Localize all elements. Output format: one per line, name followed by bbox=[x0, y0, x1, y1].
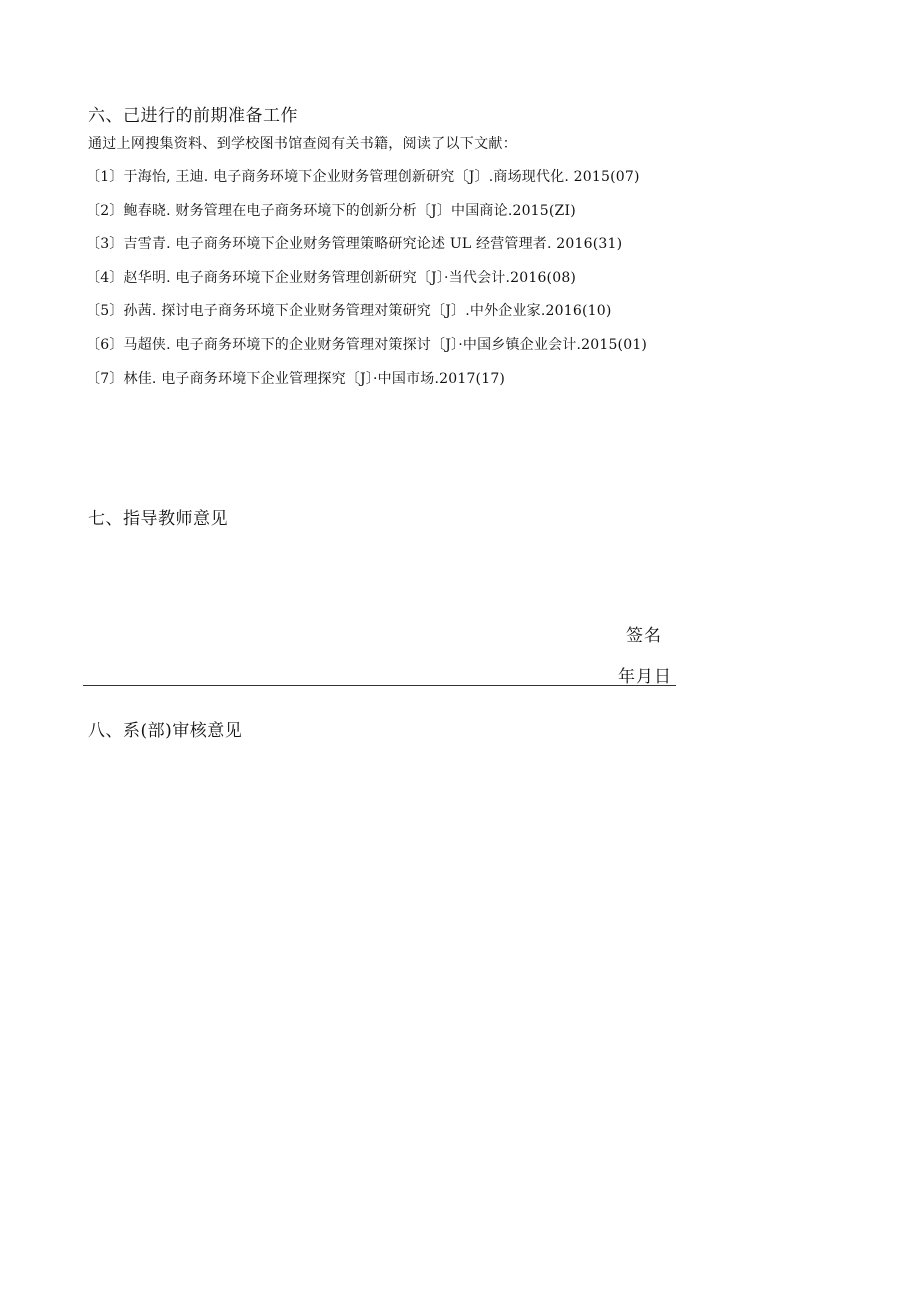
reference-item: 〔4〕赵华明. 电子商务环境下企业财务管理创新研究〔J〕·当代会计.2016(08) bbox=[86, 270, 577, 286]
reference-item: 〔5〕孙茜. 探讨电子商务环境下企业财务管理对策研究〔J〕.中外企业家.2016(10) bbox=[86, 303, 612, 319]
date-label: 年月日 bbox=[618, 667, 672, 687]
reference-item: 〔2〕鲍春晓. 财务管理在电子商务环境下的创新分析〔J〕中国商论.2015(ZI) bbox=[86, 203, 576, 219]
reference-item: 〔1〕于海怡, 王迪. 电子商务环境下企业财务管理创新研究〔J〕.商场现代化. 2015(07) bbox=[86, 169, 640, 185]
signature-divider bbox=[83, 685, 676, 686]
reference-item: 〔7〕林佳. 电子商务环境下企业管理探究〔J〕·中国市场.2017(17) bbox=[86, 371, 506, 387]
reference-item: 〔6〕马超侠. 电子商务环境下的企业财务管理对策探讨〔J〕·中国乡镇企业会计.2015(01) bbox=[86, 337, 648, 353]
section7-heading: 七、指导教师意见 bbox=[88, 509, 228, 529]
signature-label: 签名 bbox=[626, 626, 662, 646]
section6-intro: 通过上网搜集资料、到学校图书馆查阅有关书籍，阅读了以下文献： bbox=[88, 136, 517, 152]
section8-heading: 八、系(部)审核意见 bbox=[88, 721, 243, 741]
section6-heading: 六、己进行的前期准备工作 bbox=[88, 106, 298, 126]
reference-item: 〔3〕吉雪青. 电子商务环境下企业财务管理策略研究论述 UL 经营管理者. 2016(31) bbox=[86, 236, 623, 252]
